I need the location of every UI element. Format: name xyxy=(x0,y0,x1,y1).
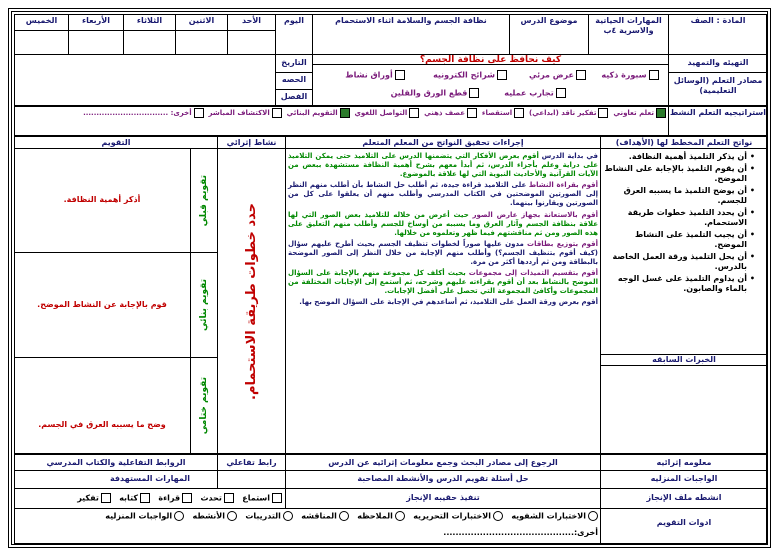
eval-final-label: تقويم ختامي xyxy=(199,377,209,435)
date-label: التاريخ xyxy=(281,58,307,67)
enrichment-info-text: الرجوع إلى مصادر البحث وجمع معلومات إثرائيه عن الدرس xyxy=(328,458,558,467)
procedure-paragraph: أقوم بعرض ورقة العمل على التلاميذ، ثم أساعدهم في الإجابة على السؤال الموضح بها. xyxy=(299,298,598,307)
procedure-paragraph: أقوم بتوزيع بطاقات مدون عليها صوراً لخطوات تنظيف الجسم بحيث أطرح عليهم سؤال (كيف أقوم بتنظيف الجسم؟) وأطلب منهم الإجابة من خلال النظر إلى الصور الموضحة بالبطاقة ومن ثم أرددها أكثر من مرة. xyxy=(288,239,598,267)
eval-formative-cell xyxy=(191,253,217,357)
day-sunday: الأحد xyxy=(241,16,262,25)
resource-4: تجارب عمليه xyxy=(490,88,580,99)
skills-label: المهارات الحياتية والاسرية ٤ب xyxy=(595,16,662,35)
objective-item: • أن يحدد التلميذ خطوات طريقة الاستحمام. xyxy=(604,208,755,228)
objective-item: • أن يذكر التلميذ أهمية النظافة. xyxy=(604,152,755,162)
procedure-paragraph: أقوم بقراءة النشاط على التلاميذ قراءة جيدة، ثم أطلب حل النشاط بأن أطلب منهم النظر إلى الصورتين الموضحتين في الكتاب المدرسي وأطلب منهم أن يعلقوا على كل من الصورتين ويقارنوا بينهما. xyxy=(288,181,598,208)
eval-formative-label: تقويم بنائي xyxy=(199,279,209,331)
col-procedures: إجراءات تحقيق النواتج من المعلم المتعلم xyxy=(362,138,524,147)
lesson-label: موضوع الدرس xyxy=(520,16,578,25)
day-thursday: الخميس xyxy=(25,16,58,25)
eval-final-text: وضح ما يسببه العرق في الجسم. xyxy=(38,420,166,429)
objective-item: • أن يجيب التلميذ على النشاط الموضح. xyxy=(604,230,755,250)
objective-item: • أن يقوم التلميذ بالإجابة على النشاط الموضح. xyxy=(604,164,755,184)
portfolio-text: تنفيذ حقيبه الإنجاز xyxy=(406,493,480,502)
resource-1: عرض مرئي xyxy=(520,70,595,81)
eval-pre-label: تقويم قبلي xyxy=(199,175,209,227)
assessment-label: ادوات التقويم xyxy=(656,518,712,527)
col-enrichment: نشاط إثرائي xyxy=(226,138,277,147)
homework-label: الواجبات المنزليه xyxy=(650,474,718,483)
eval-final-cell xyxy=(191,358,217,454)
homework-text: حل أسئلة تقويم الدرس والأنشطة المصاحبة xyxy=(357,474,529,483)
eval-formative-text: قوم بالإجابة عن النشاط الموضح. xyxy=(37,300,167,309)
objective-item: • أن يحل التلميذ ورقة العمل الخاصة بالدرس. xyxy=(604,252,755,272)
assessment-other: أخرى:........................................... xyxy=(443,528,598,537)
strategies-list: تعلم تعاوني تفكير ناقد (ابداعي) استقصاء عصف ذهني التواصل اللغوي التقويم البنائي الاكتشاف المباشر أخرى: ................................ xyxy=(18,108,666,118)
resource-3: أوراق نشاط xyxy=(330,70,420,81)
digital-link-label: رابط تفاعلي xyxy=(226,458,277,467)
resource-5: قطع الورق والقلين xyxy=(380,88,490,99)
enrichment-cell xyxy=(218,150,285,452)
skills-list: استماع تحدث قراءة كتابه تفكير xyxy=(18,493,282,504)
objective-item: • أن يوضح التلميذ ما يسببه العرق للجسم. xyxy=(604,186,755,206)
day-monday: الاثنين xyxy=(188,16,215,25)
enrichment-vertical-text: حدد خطوات طريقة الاستحمام. xyxy=(244,202,259,400)
target-skills-label: المهارات المستهدفة xyxy=(109,474,191,483)
objective-item: • أن يداوم التلميذ على غسل الوجه بالماء والصابون. xyxy=(604,274,755,294)
procedures-text xyxy=(288,152,598,308)
intro-question: كيف نحافظ على نظافة الجسم؟ xyxy=(419,55,562,65)
intro-label: التهيئه والتمهيد xyxy=(687,58,749,67)
class-label: الفصل xyxy=(280,92,308,101)
resource-0: سبورة ذكيه xyxy=(595,70,665,81)
objectives-list xyxy=(602,152,765,296)
procedure-paragraph: في بداية الدرس أقوم بعرض الأفكار التي يتضمنها الدرس على التلاميذ حتى يمكن التلاميذ على دراية وعلم بأجزاء الدرس، ثم أبدأ معهم بشرح أهمية النظافة مستشهدة ببعض من الآيات القرآنية والأحاديث النبوية التي لها علاقة بالموضوع. xyxy=(288,152,598,179)
col-evaluation: التقويم xyxy=(101,138,131,147)
subject-label: المادة : الصف xyxy=(690,16,746,25)
resource-2: شرائح الكترونيه xyxy=(420,70,520,81)
lesson-title: نظافة الجسم والسلامة اثناء الاستحمام xyxy=(335,16,487,25)
day-wednesday: الأربعاء xyxy=(82,16,110,25)
procedure-paragraph: أقوم بتقسيم التميذات إلى مجموعات بحيث أكلف كل مجموعة منهم بالإجابة على السؤال الموضح بالنشاط بعد أن أقوم بقراءته عليهم وشرحه، ثم أستمع إلى الإجابات المختلفة من المجموعات وأكافئ المجموعة التي تحصل على أفضل الإجابات. xyxy=(288,269,598,296)
day-label: اليوم xyxy=(284,16,304,25)
enrichment-info-label: معلومه إثرائيه xyxy=(656,458,712,467)
strategies-label: استراتيجيه التعلم النشط xyxy=(669,108,767,117)
portfolio-label: انشطه ملف الإنجاز xyxy=(646,493,722,502)
procedure-paragraph: أقوم بالاستعانة بجهاز عارض الصور حيث أعرض من خلاله للتلاميذ بعض الصور التي لها علاقة بنظافة الجسم وآثار العرق وما يسببه من أوساخ للجسم وأطلب منهم التعليق على هذه الصور ومن ثم مناقشتهم فيما ظهر وتعلموه من خلالها. xyxy=(288,210,598,237)
resources-label: مصادر التعلم (الوسائل التعليمية) xyxy=(673,76,763,95)
day-tuesday: الثلاثاء xyxy=(136,16,163,25)
prior-experience-label: الخبرات السابقه xyxy=(652,355,716,364)
eval-pre-text: أذكر أهمية النظافة. xyxy=(63,195,141,204)
period-label: الحصه xyxy=(281,75,307,84)
col-objectives: نواتج التعلم المخطط لها (الأهداف) xyxy=(615,138,753,147)
assessment-list: الاختبارات الشفويه الاختبارات التحريريه الملاحظه المناقشه التدريبات الأنشطه الواجبات المنزليه xyxy=(18,511,598,522)
digital-link-text: الروابط التفاعلية والكتاب المدرسي xyxy=(46,458,186,467)
eval-pre-cell xyxy=(191,150,217,252)
